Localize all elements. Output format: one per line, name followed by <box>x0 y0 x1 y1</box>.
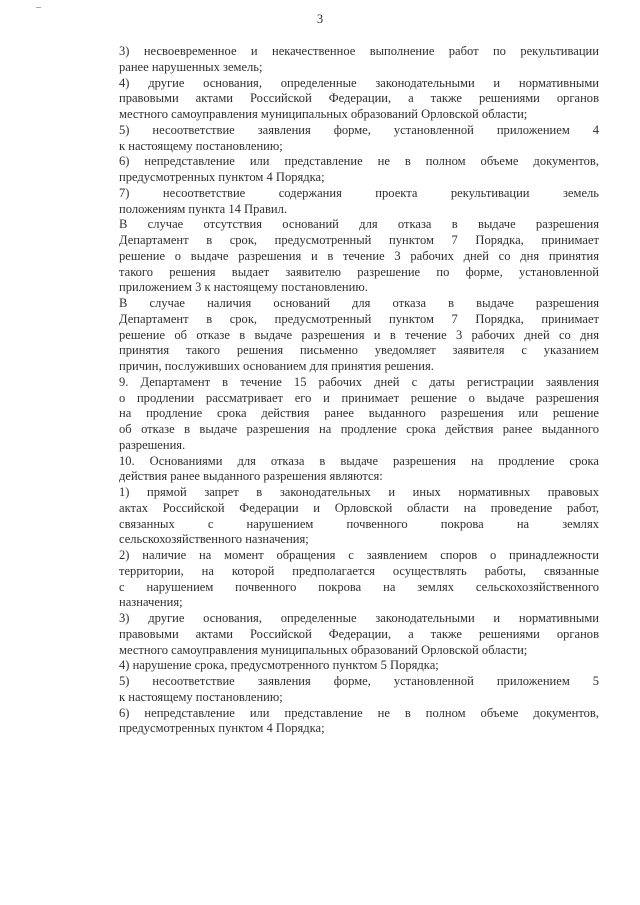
text-line: правовыми актами Российской Федерации, а также решениями органов <box>119 91 599 106</box>
paragraph-10-item-6 <box>91 706 599 738</box>
text-line: связанных с нарушением почвенного покрова на землях <box>119 516 599 531</box>
text-line: Департамент в срок, предусмотренный пунктом 7 Порядка, принимает <box>119 233 599 247</box>
text-line: 1) прямой запрет в законодательных и иных нормативных правовых <box>119 485 599 499</box>
paragraph-10-item-3 <box>91 611 599 658</box>
paragraph-item-3 <box>91 44 599 76</box>
paragraph-10-item-5 <box>91 674 599 706</box>
text-line: 10. Основаниями для отказа в выдаче разрешения на продление срока <box>119 453 599 468</box>
paragraph-10-item-1 <box>91 485 599 548</box>
text-line: сельскохозяйственного назначения; <box>119 532 309 547</box>
paragraph-item-5 <box>91 123 599 155</box>
text-line: 7) несоответствие содержания проекта рекультивации земель <box>119 185 599 200</box>
text-line: к настоящему постановлению; <box>119 138 283 153</box>
text-line: 4) другие основания, определенные законодательными и нормативными <box>119 75 599 90</box>
text-line: Департамент в срок, предусмотренный пунктом 7 Порядка, принимает <box>119 311 599 326</box>
text-line: 4) нарушение срока, предусмотренного пунктом 5 Порядка; <box>119 658 439 673</box>
text-line: решение о выдаче разрешения и в течение 3 рабочих дней со дня принятия <box>119 248 599 263</box>
text-line: предусмотренных пунктом 4 Порядка; <box>119 721 325 736</box>
text-line: предусмотренных пунктом 4 Порядка; <box>119 170 325 184</box>
text-line: актах Российской Федерации и Орловской области на проведение работ, <box>119 500 599 515</box>
text-line: об отказе в выдаче разрешения на продление срока действия ранее выданного <box>119 422 599 436</box>
text-line: решение об отказе в выдаче разрешения и в течение 3 рабочих дней со дня <box>119 327 599 342</box>
text-line: В случае отсутствия оснований для отказа в выдаче разрешения <box>119 217 599 232</box>
text-line: приложением 3 к настоящему постановлению. <box>119 280 368 295</box>
text-line: назначения; <box>119 595 183 610</box>
text-line: такого решения выдает заявителю разрешение по форме, установленной <box>119 264 599 279</box>
text-line: 3) несвоевременное и некачественное выполнение работ по рекультивации <box>119 44 599 58</box>
page-number: 3 <box>316 12 324 26</box>
text-line: 5) несоответствие заявления форме, установленной приложением 4 <box>119 122 599 137</box>
text-line: 6) непредставление или представление не в полном объеме документов, <box>119 154 599 169</box>
text-line: принятия такого решения письменно уведомляет заявителя с указанием <box>119 343 599 358</box>
text-line: правовыми актами Российской Федерации, а также решениями органов <box>119 626 599 641</box>
text-line: 6) непредставление или представление не в полном объеме документов, <box>119 705 599 720</box>
text-line: положениям пункта 14 Правил. <box>119 201 287 216</box>
text-line: 3) другие основания, определенные законодательными и нормативными <box>119 611 599 625</box>
paragraph-item-7 <box>91 186 599 218</box>
text-line: 5) несоответствие заявления форме, установленной приложением 5 <box>119 674 599 688</box>
text-line: к настоящему постановлению; <box>119 689 283 704</box>
text-line: 2) наличие на момент обращения с заявлением споров о принадлежности <box>119 548 599 562</box>
text-line: В случае наличия оснований для отказа в выдаче разрешения <box>119 296 599 310</box>
text-line: на продление срока действия ранее выданного разрешения или решение <box>119 406 599 421</box>
text-line: действия ранее выданного разрешения являются: <box>119 469 383 484</box>
text-line: территории, на которой предполагается осуществлять работы, связанные <box>119 563 599 578</box>
text-line: 9. Департамент в течение 15 рабочих дней с даты регистрации заявления <box>119 374 599 389</box>
text-line: с нарушением почвенного покрова на землях сельскохозяйственного <box>119 579 599 594</box>
paragraph-10-item-4 <box>91 658 599 674</box>
paragraph-no-grounds <box>91 217 599 296</box>
text-line: местного самоуправления муниципальных образований Орловской области; <box>119 642 528 657</box>
paragraph-item-6 <box>91 154 599 186</box>
scan-mark <box>36 7 41 8</box>
paragraph-10-item-2 <box>91 548 599 611</box>
text-line: причин, послуживших основанием для принятия решения. <box>119 359 434 373</box>
document-body <box>91 44 599 737</box>
paragraph-10 <box>91 454 599 486</box>
text-line: местного самоуправления муниципальных образований Орловской области; <box>119 107 528 121</box>
paragraph-with-grounds <box>91 296 599 375</box>
paragraph-9 <box>91 375 599 454</box>
text-line: ранее нарушенных земель; <box>119 59 263 74</box>
paragraph-item-4 <box>91 76 599 123</box>
text-line: разрешения. <box>119 437 186 452</box>
text-line: о продлении рассматривает его и принимает решение о выдаче разрешения <box>119 390 599 405</box>
